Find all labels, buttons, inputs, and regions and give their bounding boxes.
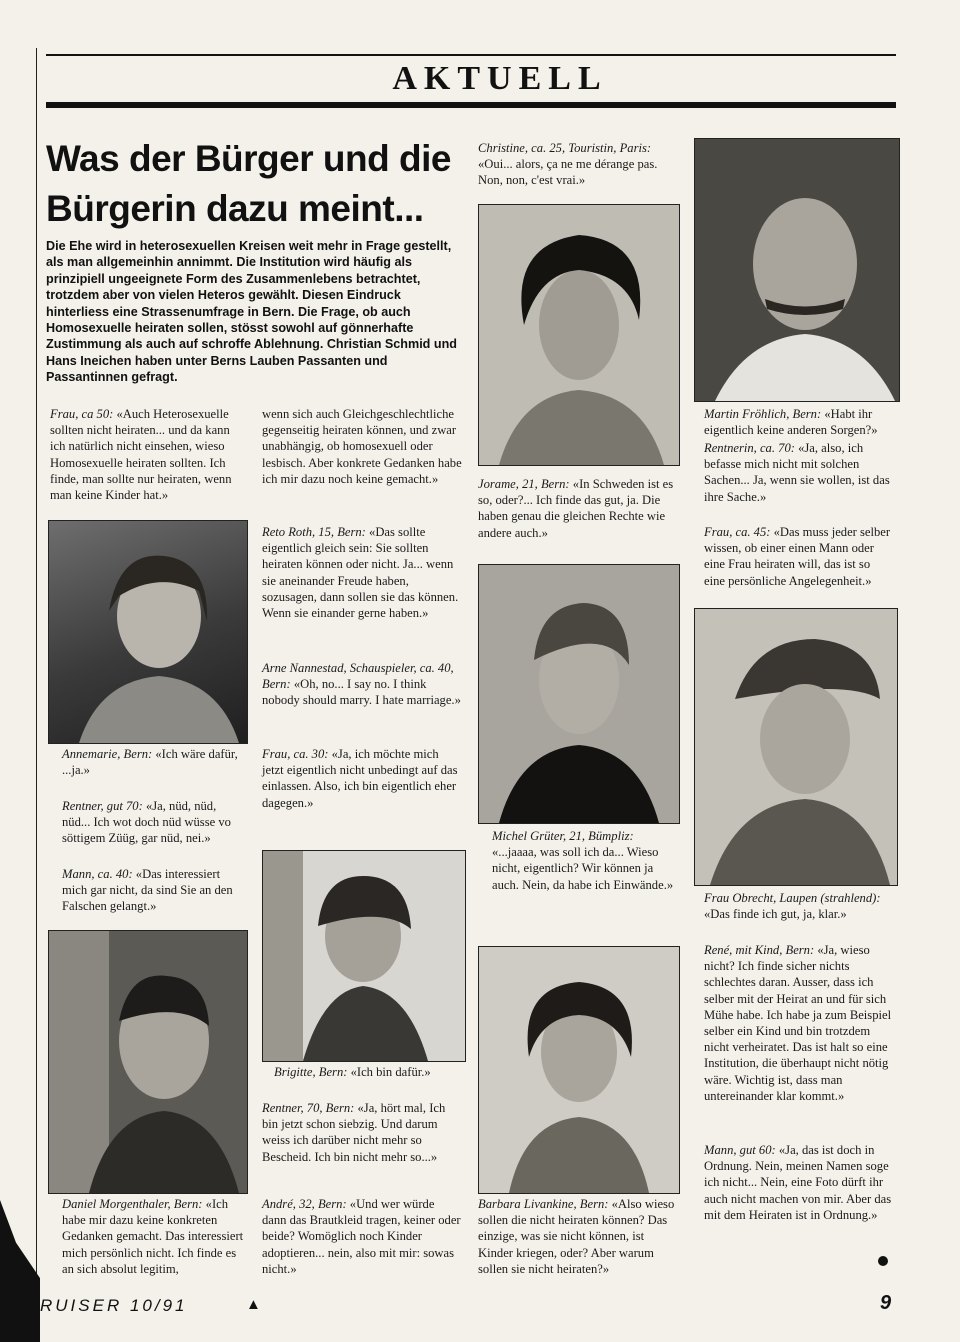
quote-barbara: Barbara Livankine, Bern: «Also wieso sollen die nicht heiraten können? Das einzige, was sie nicht können, ist Kinder kriegen, oder? Aber warum sollen sie nicht heiraten?»	[478, 1197, 675, 1276]
quote-rene: René, mit Kind, Bern: «Ja, wieso nicht? Ich finde sicher nichts schlechtes daran. Ausser, dass ich selber mit der Heirat an und für sich Mühe habe. Ich habe ja zum Beispiel selber ein Kind und bin trotzdem nicht verheiratet. Das ist halt so eine Institution, die überhaupt nicht nötig wäre. Wichtig ist, dass man untereinander klar kommt.»	[704, 943, 892, 1103]
lead-paragraph: Die Ehe wird in heterosexuellen Kreisen weit mehr in Frage gestellt, als man allgemeinhin annimmt. Die Institution wird häufig als prinzipiell ungeeignete Form des Zusammenlebens betrachtet, trotzdem aber von vielen Heteros gewählt. Diesen Eindruck hinterliess eine Strassenumfrage in Bern. Die Frage, ob auch Homosexuelle heiraten sollen, stösst sowohl auf gönnerhafte Zustimmung als auch auf schroffe Ablehnung. Christian Schmid und Hans Ineichen haben unter Berns Lauben Passanten und Passantinnen gefragt.	[46, 239, 457, 385]
section-rule	[46, 102, 896, 108]
quote-annemarie: Annemarie, Bern: «Ich wäre dafür, ...ja.»	[62, 747, 238, 778]
end-bullet	[878, 1256, 888, 1266]
photo-frau-obrecht	[694, 608, 898, 886]
quote-mann-40: Mann, ca. 40: «Das interessiert mich gar nicht, da sind Sie an den Falschen gelangt.»	[62, 867, 233, 914]
section-title: AKTUELL	[392, 60, 608, 97]
quote-brigitte: Brigitte, Bern: «Ich bin dafür.»	[274, 1065, 431, 1079]
quote-andre: André, 32, Bern: «Und wer würde dann das Brautkleid tragen, keiner oder beide? Womöglich noch Kinder adoptieren... nein, also mit mir: sowas nicht.»	[262, 1197, 461, 1276]
quote-frau-50: Frau, ca 50: «Auch Heterosexuelle sollten nicht heiraten... und da kann ich natürlich nicht einsehen, wieso Homosexuelle heiraten sollten. Ich finde, man sollte nur heiraten, wenn man keine Kinder hat.»	[50, 407, 232, 503]
photo-michel	[478, 564, 680, 824]
quote-christine: Christine, ca. 25, Touristin, Paris: «Oui... alors, ça ne me dérange pas. Non, non, c'est vrai.»	[478, 141, 658, 188]
quote-martin: Martin Fröhlich, Bern: «Habt ihr eigentlich keine anderen Sorgen?»	[704, 407, 878, 438]
quote-michel: Michel Grüter, 21, Bümpliz: «...jaaaa, was soll ich da... Wieso nicht, eigentlich? Wir können ja auch. Nein, da habe ich Einwände.»	[492, 829, 674, 892]
magazine-name: RUISER 10/91	[40, 1296, 188, 1315]
quote-reto-roth: Reto Roth, 15, Bern: «Das sollte eigentlich gleich sein: Sie sollten heiraten können oder nicht. Ja... wenn sie aneinander Freude haben, sozusagen, dann sollen sie das können. Wenn sie einander gerne haben.»	[262, 525, 459, 621]
quote-rentner-70-bern: Rentner, 70, Bern: «Ja, hört mal, Ich bin jetzt schon siebzig. Und darum weiss ich darüber nicht mehr so Bescheid. Ich bin nicht mehr so...»	[262, 1101, 446, 1164]
top-rule	[46, 54, 896, 56]
quote-frau-45: Frau, ca. 45: «Das muss jeder selber wissen, ob einer einen Mann oder eine Frau heiraten will, das ist so eine persönliche Angelegenheit.»	[704, 525, 891, 588]
photo-barbara	[478, 946, 680, 1194]
quote-mann-60: Mann, gut 60: «Ja, das ist doch in Ordnung. Nein, meinen Namen soge ich nicht... Nein, eine Foto dürft ihr auch nicht machen von mir. Aber das mit dem Heiraten ist in Ordnung.»	[704, 1143, 892, 1222]
photo-daniel	[48, 930, 248, 1194]
photo-annemarie	[48, 520, 248, 744]
quote-frau-obrecht: Frau Obrecht, Laupen (strahlend): «Das finde ich gut, ja, klar.»	[704, 891, 881, 922]
photo-martin	[694, 138, 900, 402]
photo-brigitte	[262, 850, 466, 1062]
photo-jorame	[478, 204, 680, 466]
triangle-icon: ▲	[246, 1297, 261, 1313]
quote-frau-30: Frau, ca. 30: «Ja, ich möchte mich jetzt eigentlich nicht unbedingt auf das einlassen. Also, ich bin eigentlich eher dagegen.»	[262, 747, 458, 810]
headline: Was der Bürger und die Bürgerin dazu meint...	[46, 138, 451, 229]
quote-rentner-70: Rentner, gut 70: «Ja, nüd, nüd, nüd... Ich wot doch nüd wüsse vo söttigem Züüg, gar nüd, nei.»	[62, 799, 231, 846]
quote-arne: Arne Nannestad, Schauspieler, ca. 40, Bern: «Oh, no... I say no. I think nobody should marry. I hate marriage.»	[262, 661, 461, 708]
torn-corner	[0, 1200, 40, 1342]
page-number: 9	[880, 1292, 892, 1314]
quote-frau-50-continued: wenn sich auch Gleichgeschlechtliche gegenseitig heiraten können, und zwar unabhängig, ob homosexuell oder lesbisch. Aber konkrete Gedanken habe ich mir dazu noch keine gemacht.»	[262, 407, 462, 486]
quote-rentnerin: Rentnerin, ca. 70: «Ja, also, ich befasse mich nicht mit solchen Sachen... Ja, wenn sie wollen, ist das ihre Sache.»	[704, 441, 890, 504]
quote-daniel: Daniel Morgenthaler, Bern: «Ich habe mir dazu keine konkreten Gedanken gemacht. Das interessiert mich persönlich nicht. Ich finde es an sich absolut legitim,	[62, 1197, 244, 1276]
quote-jorame: Jorame, 21, Bern: «In Schweden ist es so, oder?... Ich finde das gut, ja. Die haben genau die gleichen Rechte wie andere auch.»	[478, 477, 674, 540]
